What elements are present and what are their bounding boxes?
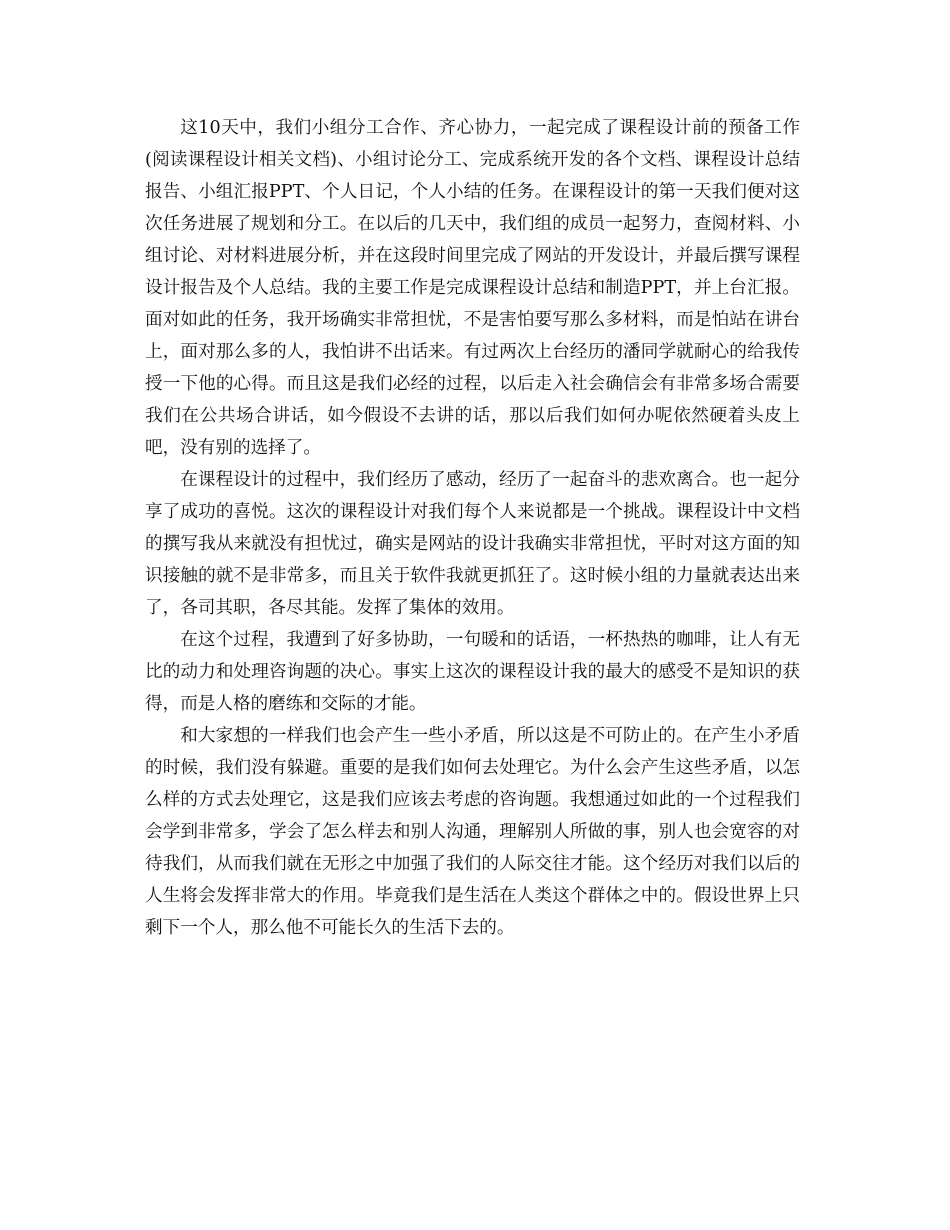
paragraph-2: 在课程设计的过程中，我们经历了感动，经历了一起奋斗的悲欢离合。也一起分享了成功的喜悦。这次的课程设计对我们每个人来说都是一个挑战。课程设计中文档的撰写我从来就没有担忧过，确实是网站的设计我确实非常担忧，平时对这方面的知识接触的就不是非常多，而且关于软件我就更抓狂了。这时候小组的力量就表达出来了，各司其职，各尽其能。发挥了集体的效用。: [145, 470, 800, 618]
paragraph-1: 这10天中，我们小组分工合作、齐心协力，一起完成了课程设计前的预备工作(阅读课程设计相关文档)、小组讨论分工、完成系统开发的各个文档、课程设计总结报告、小组汇报PPT、个人日记，个人小结的任务。在课程设计的第一天我们便对这次任务进展了规划和分工。在以后的几天中，我们组的成员一起努力，查阅材料、小组讨论、对材料进展分析，并在这段时间里完成了网站的开发设计，并最后撰写课程设计报告及个人总结。我的主要工作是完成课程设计总结和制造PPT，并上台汇报。面对如此的任务，我开场确实非常担忧，不是害怕要写那么多材料，而是怕站在讲台上，面对那么多的人，我怕讲不出话来。有过两次上台经历的潘同学就耐心的给我传授一下他的心得。而且这是我们必经的过程，以后走入社会确信会有非常多场合需要我们在公共场合讲话，如今假设不去讲的话，那以后我们如何办呢依然硬着头皮上吧，没有别的选择了。: [145, 118, 800, 458]
paragraph-4: 和大家想的一样我们也会产生一些小矛盾，所以这是不可防止的。在产生小矛盾的时候，我们没有躲避。重要的是我们如何去处理它。为什么会产生这些矛盾，以怎么样的方式去处理它，这是我们应该去考虑的咨询题。我想通过如此的一个过程我们会学到非常多，学会了怎么样去和别人沟通，理解别人所做的事，别人也会宽容的对待我们，从而我们就在无形之中加强了我们的人际交往才能。这个经历对我们以后的人生将会发挥非常大的作用。毕竟我们是生活在人类这个群体之中的。假设世界上只剩下一个人，那么他不可能长久的生活下去的。: [145, 726, 800, 938]
paragraph-3: 在这个过程，我遭到了好多协助，一句暖和的话语，一杯热热的咖啡，让人有无比的动力和处理咨询题的决心。事实上这次的课程设计我的最大的感受不是知识的获得，而是人格的磨练和交际的才能。: [145, 630, 800, 714]
